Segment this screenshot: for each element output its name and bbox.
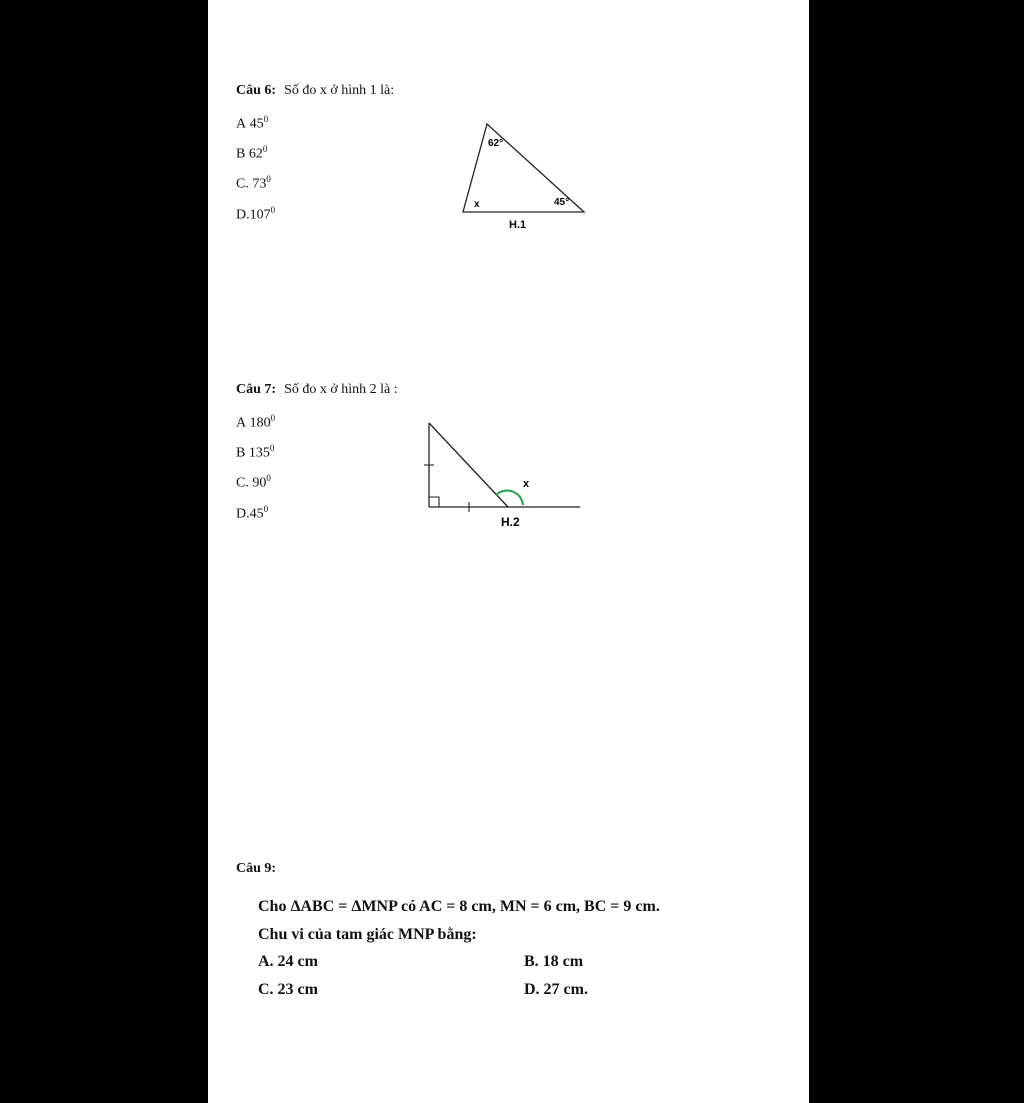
q7-angle-label: x <box>523 478 530 490</box>
q6-angle-left: x <box>474 199 480 210</box>
q9-statement: Cho ΔABC = ΔMNP có AC = 8 cm, MN = 6 cm, BC = 9 cm. <box>258 898 660 915</box>
q6-option-c: C. $73^0$ <box>236 174 271 192</box>
q6-option-d: D.107$^0$ <box>236 205 276 223</box>
q9-option-d: D. 27 cm. <box>524 981 588 998</box>
exam-page <box>208 0 809 1103</box>
q7-option-c: C. $90^0$ <box>236 473 271 491</box>
q6-figure-caption: H.1 <box>509 219 527 231</box>
q7-label: Câu 7: <box>236 382 277 397</box>
q6-triangle-figure <box>458 118 594 236</box>
q6-option-b: B $62^0$ <box>236 144 268 162</box>
q6-title <box>236 83 394 99</box>
q7-option-b: B $135^0$ <box>236 443 275 461</box>
q7-option-d: $D.45^0$ <box>236 504 269 522</box>
q9-option-c: C. 23 cm <box>258 981 318 998</box>
q7-title <box>236 382 398 398</box>
q9-question: Chu vi của tam giác MNP bằng: <box>258 926 477 943</box>
q7-text: Số đo x ở hình 2 là : <box>284 382 398 397</box>
q6-angle-right: 45° <box>554 197 570 208</box>
q9-option-a: A. 24 cm <box>258 953 318 970</box>
q6-angle-top: 62° <box>488 138 504 149</box>
q6-text: Số đo x ở hình 1 là: <box>284 83 395 98</box>
q7-figure <box>423 415 585 533</box>
q7-figure-caption: H.2 <box>501 515 520 529</box>
q6-label: Câu 6: <box>236 83 277 98</box>
q7-option-a: A $180^0$ <box>236 413 276 431</box>
q9-label: Câu 9: <box>236 861 277 876</box>
right-angle-marker <box>429 497 439 507</box>
q6-option-a: A $45^0$ <box>236 114 269 132</box>
q9-title <box>236 861 284 877</box>
q9-option-b: B. 18 cm <box>524 953 584 970</box>
